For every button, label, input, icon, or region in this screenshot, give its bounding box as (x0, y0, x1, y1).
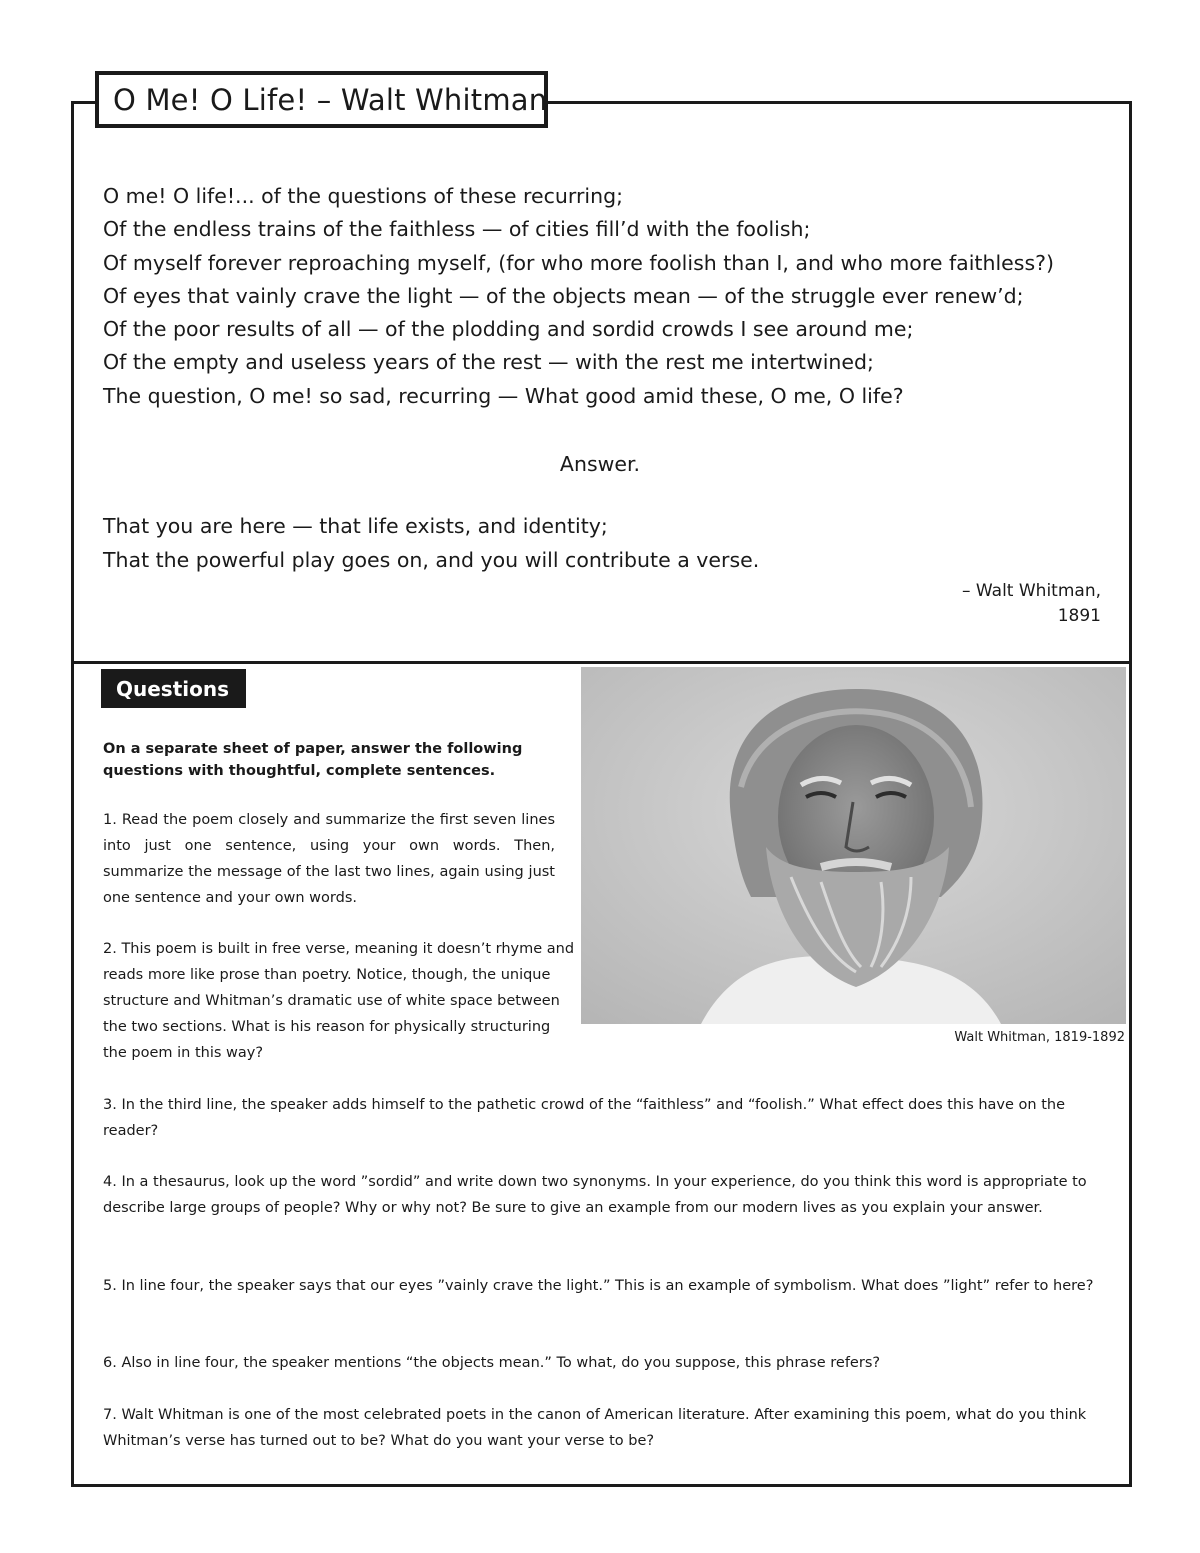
poem-signature (962, 579, 1101, 629)
portrait-illustration (581, 667, 1126, 1024)
question-item: 6. Also in line four, the speaker mentions “the objects mean.” To what, do you suppose, this phrase refers? (103, 1355, 881, 1371)
poem-line: Of myself forever reproaching myself, (for who more foolish than I, and who more faithless?) (103, 250, 1055, 275)
question-item: 1. Read the poem closely and summarize the first seven lines into just one sentence, using your own words. Then, summarize the message of the last two lines, again using just one sentence and your own words. (103, 812, 555, 906)
portrait-caption: Walt Whitman, 1819-1892 (954, 1030, 1125, 1045)
question-item: 5. In line four, the speaker says that our eyes ”vainly crave the light.” This is an example of symbolism. What does ”light” refer to here? (103, 1278, 1094, 1294)
question-item: 4. In a thesaurus, look up the word ”sordid” and write down two synonyms. In your experience, do you think this word is appropriate to describe large groups of people? Why or why not? Be sure to give an example from our modern lives as you explain your answer. (103, 1174, 1087, 1216)
questions-tab: Questions (101, 669, 246, 708)
question-item: 2. This poem is built in free verse, meaning it doesn’t rhyme and reads more like prose than poetry. Notice, though, the unique structure and Whitman’s dramatic use of white space between the two sections. What is his reason for physically structuring the poem in this way? (103, 941, 575, 1061)
poem-line: O me! O life!... of the questions of these recurring; (103, 184, 624, 208)
questions-instructions: On a separate sheet of paper, answer the following questions with thoughtful, complete sentences. (103, 741, 523, 779)
poem-line: Of eyes that vainly crave the light — of the objects mean — of the struggle ever renew’d; (103, 283, 1024, 308)
poem-line: Of the empty and useless years of the rest — with the rest me intertwined; (103, 350, 874, 375)
section-divider (71, 661, 1129, 664)
question-item: 7. Walt Whitman is one of the most celebrated poets in the canon of American literature. After examining this poem, what do you think Whitman’s verse has turned out to be? What do you want your verse to be? (103, 1407, 1087, 1449)
question-item: 3. In the third line, the speaker adds himself to the pathetic crowd of the “faithless” and “foolish.” What effect does this have on the reader? (103, 1097, 1066, 1139)
poem-body (103, 180, 1113, 413)
poem-line: Of the endless trains of the faithless — of cities fill’d with the foolish; (103, 217, 811, 242)
answer-heading: Answer. (559, 452, 641, 476)
poem-line: The question, O me! so sad, recurring — What good amid these, O me, O life? (103, 383, 904, 408)
poem-answer (103, 509, 1113, 577)
answer-line: That the powerful play goes on, and you will contribute a verse. (103, 548, 760, 572)
signature-author: – Walt Whitman, (962, 581, 1101, 601)
answer-line: That you are here — that life exists, and identity; (103, 514, 608, 538)
page-title: O Me! O Life! – Walt Whitman (95, 71, 548, 128)
poem-line: Of the poor results of all — of the plodding and sordid crowds I see around me; (103, 317, 914, 342)
signature-year: 1891 (1057, 606, 1101, 626)
whitman-portrait (581, 667, 1126, 1024)
